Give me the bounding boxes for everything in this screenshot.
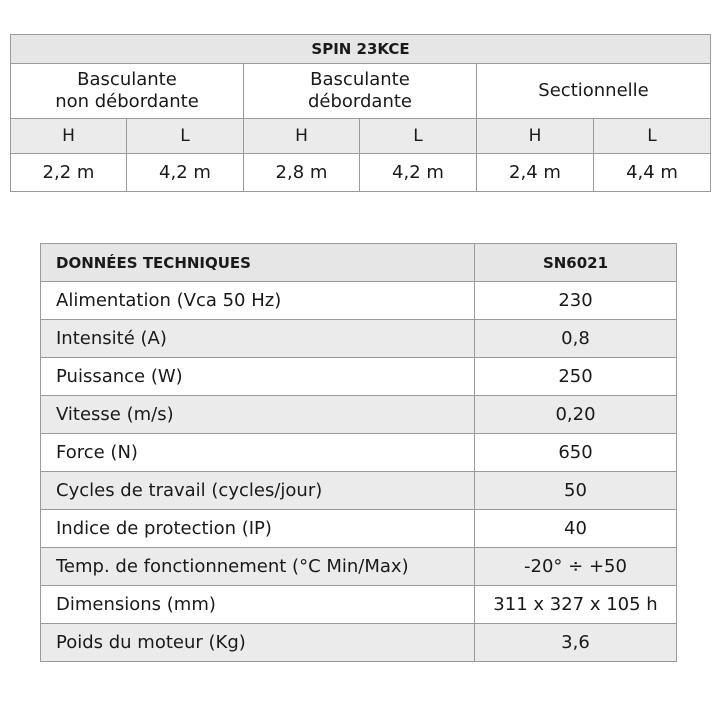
row-value: 650: [475, 434, 677, 472]
row-value: 3,6: [475, 624, 677, 662]
table-row: [41, 434, 677, 472]
table-row: [41, 320, 677, 358]
table-row: [41, 624, 677, 662]
row-value: -20° ÷ +50: [475, 548, 677, 586]
height-header: H: [477, 119, 594, 154]
row-value: 230: [475, 282, 677, 320]
table-row: [41, 472, 677, 510]
height-value: 2,2 m: [11, 154, 127, 192]
length-header: L: [594, 119, 711, 154]
group-header-basculante-non-debordante: [11, 64, 244, 119]
group-line1: Basculante: [310, 69, 410, 90]
length-header: L: [360, 119, 477, 154]
technical-data-heading: DONNÉES TECHNIQUES: [41, 244, 475, 282]
row-label: Dimensions (mm): [41, 586, 475, 624]
table-row: [41, 358, 677, 396]
height-value: 2,8 m: [244, 154, 360, 192]
length-value: 4,4 m: [594, 154, 711, 192]
group-line2: non débordante: [55, 91, 199, 112]
table-row: [41, 396, 677, 434]
row-value: 0,20: [475, 396, 677, 434]
row-value: 311 x 327 x 105 h: [475, 586, 677, 624]
spin-table-title: SPIN 23KCE: [11, 35, 711, 64]
row-label: Intensité (A): [41, 320, 475, 358]
height-header: H: [244, 119, 360, 154]
length-header: L: [127, 119, 244, 154]
group-line2: débordante: [307, 91, 413, 112]
table-row: [41, 282, 677, 320]
row-label: Puissance (W): [41, 358, 475, 396]
technical-table-header-row: [41, 244, 677, 282]
row-label: Cycles de travail (cycles/jour): [41, 472, 475, 510]
table-row: [41, 586, 677, 624]
model-code-heading: SN6021: [475, 244, 677, 282]
row-value: 0,8: [475, 320, 677, 358]
row-value: 40: [475, 510, 677, 548]
row-label: Temp. de fonctionnement (°C Min/Max): [41, 548, 475, 586]
group-header-sectionnelle: [477, 64, 711, 119]
height-header: H: [11, 119, 127, 154]
height-value: 2,4 m: [477, 154, 594, 192]
table-row: [41, 510, 677, 548]
row-label: Vitesse (m/s): [41, 396, 475, 434]
row-label: Indice de protection (IP): [41, 510, 475, 548]
table-row: [41, 548, 677, 586]
group-header-basculante-debordante: [244, 64, 477, 119]
technical-data-table: [40, 243, 677, 662]
row-value: 50: [475, 472, 677, 510]
row-value: 250: [475, 358, 677, 396]
length-value: 4,2 m: [360, 154, 477, 192]
length-value: 4,2 m: [127, 154, 244, 192]
row-label: Alimentation (Vca 50 Hz): [41, 282, 475, 320]
group-line1: Basculante: [77, 69, 177, 90]
spin-dimensions-table: [10, 34, 711, 192]
row-label: Poids du moteur (Kg): [41, 624, 475, 662]
group-line1: Sectionnelle: [538, 80, 649, 101]
row-label: Force (N): [41, 434, 475, 472]
